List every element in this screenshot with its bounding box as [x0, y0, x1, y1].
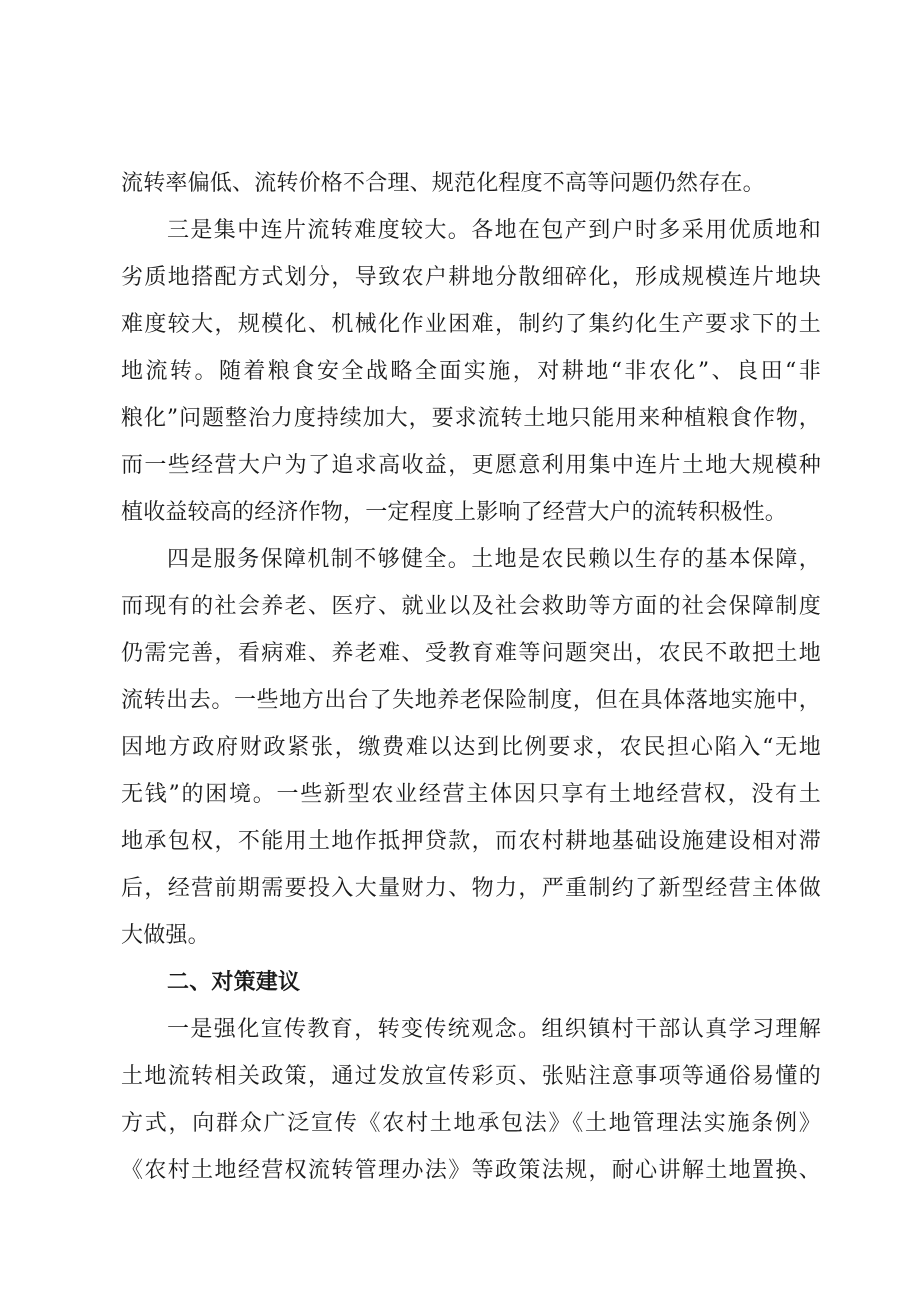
text-line: 《农村土地经营权流转管理办法》等政策法规，耐心讲解土地置换、 [121, 1158, 821, 1183]
text-line: 流转出去。一些地方出台了失地养老保险制度，但在具体落地实施中， [121, 688, 821, 713]
text-line: 植收益较高的经济作物，一定程度上影响了经营大户的流转积极性。 [121, 500, 788, 525]
paragraph-start-line: 一是强化宣传教育，转变传统观念。组织镇村干部认真学习理解 [167, 1017, 821, 1042]
text-line: 地承包权，不能用土地作抵押贷款，而农村耕地基础设施建设相对滞 [121, 829, 821, 854]
text-line: 而一些经营大户为了追求高收益，更愿意利用集中连片土地大规模种 [121, 453, 821, 478]
text-line: 粮化”问题整治力度持续加大，要求流转土地只能用来种植粮食作物， [121, 406, 821, 431]
section-heading: 二、对策建议 [167, 970, 301, 995]
text-line: 地流转。随着粮食安全战略全面实施，对耕地“非农化”、良田“非 [121, 359, 821, 384]
text-line: 无钱”的困境。一些新型农业经营主体因只享有土地经营权，没有土 [121, 782, 821, 807]
text-line: 难度较大，规模化、机械化作业困难，制约了集约化生产要求下的土 [121, 312, 821, 337]
text-line: 大做强。 [121, 923, 210, 948]
text-line: 劣质地搭配方式划分，导致农户耕地分散细碎化，形成规模连片地块 [121, 265, 821, 290]
text-line: 方式，向群众广泛宣传《农村土地承包法》《土地管理法实施条例》 [121, 1111, 821, 1136]
paragraph-start-line: 三是集中连片流转难度较大。各地在包产到户时多采用优质地和 [167, 218, 821, 243]
text-line: 因地方政府财政紧张，缴费难以达到比例要求，农民担心陷入“无地 [121, 735, 821, 760]
text-line: 流转率偏低、流转价格不合理、规范化程度不高等问题仍然存在。 [121, 171, 765, 196]
text-line: 土地流转相关政策，通过发放宣传彩页、张贴注意事项等通俗易懂的 [121, 1064, 821, 1089]
text-line: 后，经营前期需要投入大量财力、物力，严重制约了新型经营主体做 [121, 876, 821, 901]
text-line: 仍需完善，看病难、养老难、受教育难等问题突出，农民不敢把土地 [121, 641, 821, 666]
text-line: 而现有的社会养老、医疗、就业以及社会救助等方面的社会保障制度 [121, 594, 821, 619]
paragraph-start-line: 四是服务保障机制不够健全。土地是农民赖以生存的基本保障， [167, 547, 821, 572]
